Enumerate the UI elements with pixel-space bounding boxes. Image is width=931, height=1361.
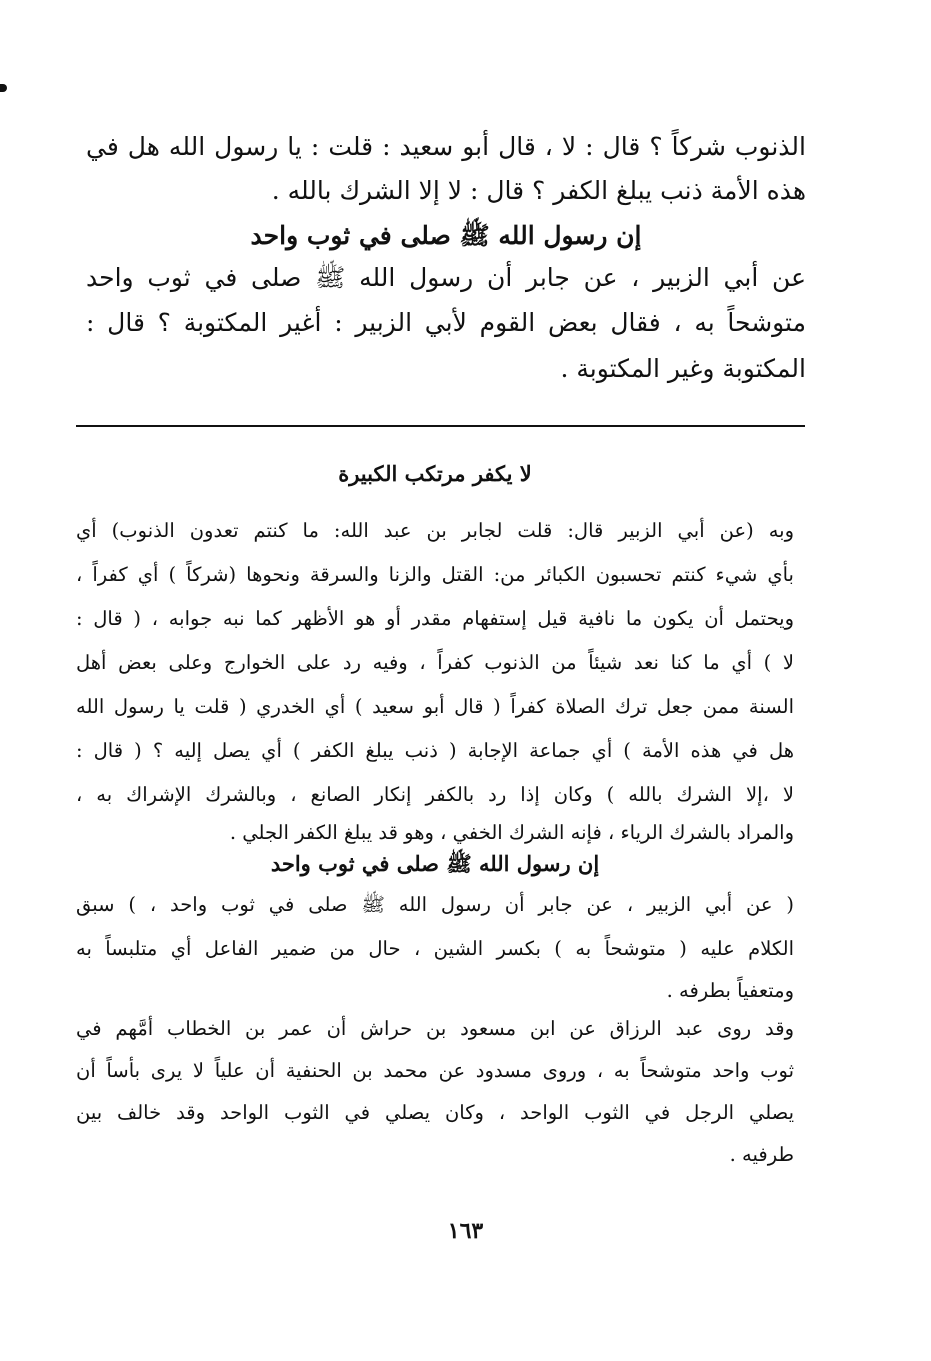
text-line: بأي شيء كنتم تحسبون الكبائر من: القتل والزنا والسرقة ونحوها (شركاً ) أي كفراً ، <box>76 563 794 586</box>
text-line: الكلام عليه ( متوشحاً به ) بكسر الشين ، حال من ضمير الفاعل أي متلبساً به <box>76 937 794 960</box>
section-divider <box>76 425 805 427</box>
text-line: ومتعفياً بطرفه . <box>666 979 794 1002</box>
page-number: ١٦٣ <box>447 1218 484 1244</box>
hadith-text-block <box>86 120 806 410</box>
text-line: ( عن أبي الزبير ، عن جابر أن رسول الله ﷺ صلى في ثوب واحد ، ) سبق <box>76 893 794 916</box>
text-line: متوشحاً به ، فقال بعض القوم لأبي الزبير : أغير المكتوبة ؟ قال : <box>86 308 806 337</box>
commentary-block <box>76 455 794 1175</box>
scan-edge-mark <box>0 84 7 92</box>
text-line: هل في هذه الأمة ) أي جماعة الإجابة ( ذنب يبلغ الكفر ) أي يصل إليه ؟ ( قال : <box>76 739 794 762</box>
text-line: لا ،إلا الشرك بالله ) وكان إذا رد بالكفر إنكار الصانع ، وبالشرك الإشراك به ، <box>76 783 794 806</box>
text-line: السنة ممن جعل ترك الصلاة كفراً ( قال أبو سعيد ) أي الخدري ( قلت يا رسول الله <box>76 695 794 718</box>
text-line: وبه (عن أبي الزبير قال: قلت لجابر بن عبد الله: ما كنتم تعدون الذنوب) أي <box>76 519 794 542</box>
text-line: والمراد بالشرك الرياء ، فإنه الشرك الخفي ، وهو قد يبلغ الكفر الجلي . <box>229 821 794 844</box>
text-line: وقد روى عبد الرزاق عن ابن مسعود بن حراش أن عمر بن الخطاب أمَّهم في <box>76 1017 794 1040</box>
section-heading: إن رسول الله ﷺ صلى في ثوب واحد <box>270 851 600 876</box>
section-heading: إن رسول الله ﷺ صلى في ثوب واحد <box>250 221 642 250</box>
commentary-title: لا يكفر مرتكب الكبيرة <box>338 461 532 486</box>
text-line: طرفيه . <box>729 1143 794 1166</box>
text-line: عن أبي الزبير ، عن جابر أن رسول الله ﷺ صلى في ثوب واحد <box>86 263 806 292</box>
text-line: الذنوب شركاً ؟ قال : لا ، قال أبو سعيد : قلت : يا رسول الله هل في <box>86 132 806 161</box>
text-line: يصلي الرجل في الثوب الواحد ، وكان يصلي في الثوب الواحد وقد خالف بين <box>76 1101 794 1124</box>
text-line: ويحتمل أن يكون ما نافية قيل إستفهام مقدر أو هو الأظهر كما نبه جوابه ، ( قال : <box>76 607 794 630</box>
text-line: المكتوبة وغير المكتوبة . <box>560 354 806 383</box>
text-line: ثوب واحد متوشحاً به ، وروى مسدود عن محمد بن الحنفية أن علياً لا يرى بأساً أن <box>76 1059 794 1082</box>
text-line: لا ) أي ما كنا نعد شيئاً من الذنوب كفراً ، وفيه رد على الخوارج وعلى بعض أهل <box>76 651 794 674</box>
text-line: هذه الأمة ذنب يبلغ الكفر ؟ قال : لا إلا الشرك بالله . <box>271 176 806 205</box>
